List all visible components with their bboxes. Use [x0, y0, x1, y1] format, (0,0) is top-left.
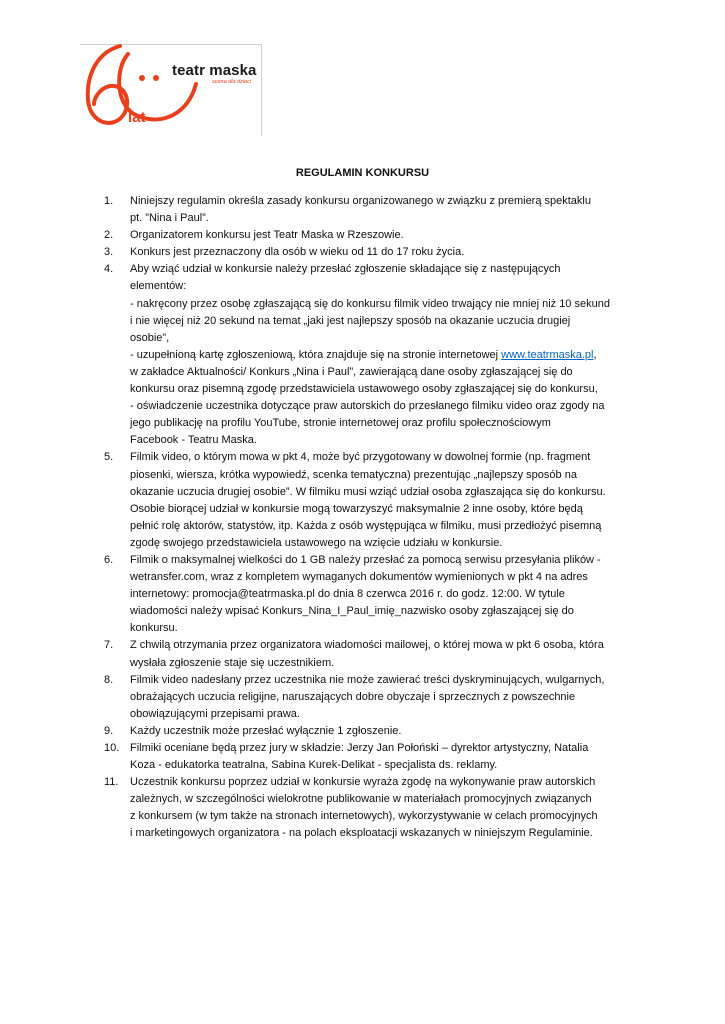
- rule-line: Organizatorem konkursu jest Teatr Maska w Rzeszowie.: [130, 229, 404, 242]
- rule-line: wetransfer.com, wraz z kompletem wymaganych dokumentów wymienionych w pkt 4 na adres: [130, 571, 588, 584]
- rule-number: 6.: [104, 553, 114, 566]
- rule-line: Konkurs jest przeznaczony dla osób w wieku od 11 do 17 roku życia.: [130, 246, 465, 259]
- rule-line: okazanie uczucia drugiej osobie”. W filmiku musi wziąć udział osoba zgłaszająca się do konkursu.: [130, 485, 606, 498]
- rule-number: 4.: [104, 263, 114, 276]
- rule-line-with-link: [130, 347, 644, 364]
- rule-line: w zakładce Aktualności/ Konkurs „Nina i Paul”, zawierającą dane osoby zgłaszającej się do: [130, 365, 573, 378]
- rule-line: - nakręcony przez osobę zgłaszającą się do konkursu filmik video trwający nie mniej niż 10 sekund: [130, 297, 610, 310]
- rule-item: [104, 723, 644, 740]
- rule-line: i marketingowych organizatora - na polach eksploatacji wskazanych w niniejszym Regulaminie.: [130, 827, 593, 840]
- rule-line: wiadomości należy wpisać Konkurs_Nina_I_Paul_imię_nazwisko osoby zgłaszającej się do: [130, 605, 574, 618]
- rule-item: [104, 672, 644, 723]
- rule-item: [104, 227, 644, 244]
- rule-line: piosenki, wiersza, krótka wypowiedź, scenka tematyczna) prezentując „najlepszy sposób na: [130, 468, 577, 481]
- rule-item: [104, 774, 644, 842]
- rule-line: - oświadczenie uczestnika dotyczące praw autorskich do przesłanego filmiku video oraz zgody na: [130, 400, 605, 413]
- rule-line: i nie więcej niż 20 sekund na temat „jaki jest najlepszy sposób na okazanie uczucia drugiej: [130, 314, 571, 327]
- rule-text: - uzupełnioną kartę zgłoszeniową, która znajduje się na stronie internetowej: [130, 348, 502, 361]
- rule-line: elementów:: [130, 280, 187, 293]
- rule-item: [104, 193, 644, 227]
- teatr-maska-logo: [80, 44, 262, 136]
- rule-line: Koza - edukatorka teatralna, Sabina Kurek-Delikat - specjalista ds. reklamy.: [130, 759, 498, 772]
- rule-number: 5.: [104, 451, 114, 464]
- rule-item: [104, 740, 644, 774]
- document-title: REGULAMIN KONKURSU: [295, 167, 430, 179]
- rule-line: Z chwilą otrzymania przez organizatora wiadomości mailowej, o której mowa w pkt 6 osoba, która: [130, 639, 604, 652]
- rule-line: pt. ”Nina i Paul”.: [130, 212, 209, 225]
- link-suffix: ,: [593, 348, 597, 361]
- rule-line: konkursu oraz pisemną zgodę przedstawiciela ustawowego osoby zgłaszającej się do konkursu,: [130, 383, 598, 396]
- rule-line: Niniejszy regulamin określa zasady konkursu organizowanego w związku z premierą spektaklu: [130, 195, 591, 207]
- rule-line: konkursu.: [130, 622, 178, 635]
- rule-line: z konkursem (w tym także na stronach internetowych), wykorzystywanie w celach promocyjnych: [130, 810, 598, 823]
- rule-line: Każdy uczestnik może przesłać wyłącznie 1 zgłoszenie.: [130, 724, 402, 737]
- rule-line: Filmik video nadesłany przez uczestnika nie może zawierać treści dyskryminujących, wulgarnych,: [130, 673, 605, 686]
- rule-line: obowiązującymi przepisami prawa.: [130, 707, 300, 720]
- logo-lat-label: lat: [128, 109, 146, 126]
- rule-number: 7.: [104, 639, 114, 652]
- rule-item: [104, 261, 644, 449]
- rule-line: Uczestnik konkursu poprzez udział w konkursie wyraża zgodę na wykonywanie praw autorskich: [130, 776, 596, 789]
- rule-line: Filmiki oceniane będą przez jury w składzie: Jerzy Jan Połoński – dyrektor artystyczny, Natalia: [130, 742, 589, 754]
- rules-list: [104, 193, 644, 843]
- rule-number: 10.: [104, 742, 120, 754]
- rule-line: pełnić rolę aktorów, statystów, itp. Każda z osób występująca w filmiku, musi przedłożyć pisemną: [130, 519, 602, 532]
- rule-line: Aby wziąć udział w konkursie należy przesłać zgłoszenie składające się z następujących: [130, 263, 561, 276]
- logo-graphic: [80, 44, 262, 136]
- rule-line: jego publikację na profilu YouTube, stronie internetowej oraz profilu społecznościowym: [130, 417, 551, 430]
- rule-line: zgodę swojego przedstawiciela ustawowego na wzięcie udziału w konkursie.: [130, 536, 503, 549]
- rule-number: 9.: [104, 724, 114, 737]
- logo-name: teatr maska: [172, 62, 257, 79]
- rule-item: [104, 244, 644, 261]
- rule-number: 3.: [104, 246, 114, 259]
- rule-item: [104, 637, 644, 671]
- rule-line: Filmik video, o którym mowa w pkt 4, może być przygotowany w dowolnej formie (np. fragment: [130, 451, 591, 464]
- rule-line: osobie”,: [130, 331, 170, 344]
- website-link[interactable]: www.teatrmaska.pl: [501, 348, 594, 361]
- rule-number: 8.: [104, 673, 114, 686]
- rule-line: Facebook - Teatru Maska.: [130, 434, 257, 447]
- rule-line: zależnych, w szczególności wielokrotne publikowanie w materiałach promocyjnych związanych: [130, 793, 592, 806]
- rule-number: 2.: [104, 229, 114, 242]
- rule-number: 11.: [104, 776, 119, 789]
- rule-line: Filmik o maksymalnej wielkości do 1 GB należy przesłać za pomocą serwisu przesyłania plików -: [130, 553, 601, 566]
- rule-line: internetowy: promocja@teatrmaska.pl do dnia 8 czerwca 2016 r. do godz. 12:00. W tytule: [130, 588, 565, 601]
- rule-line: Osobie biorącej udział w konkursie mogą towarzyszyć maksymalnie 2 inne osoby, które będą: [130, 502, 583, 515]
- rule-number: 1.: [104, 195, 114, 207]
- rule-item: [104, 552, 644, 637]
- rule-line: wysłała zgłoszenie staje się uczestnikiem.: [130, 656, 335, 669]
- rule-line: obrażających uczucia religijne, naruszających dobre obyczaje i sprzecznych z powszechnie: [130, 690, 576, 703]
- rule-item: [104, 449, 644, 552]
- logo-subtitle: scena dla dzieci: [212, 79, 252, 85]
